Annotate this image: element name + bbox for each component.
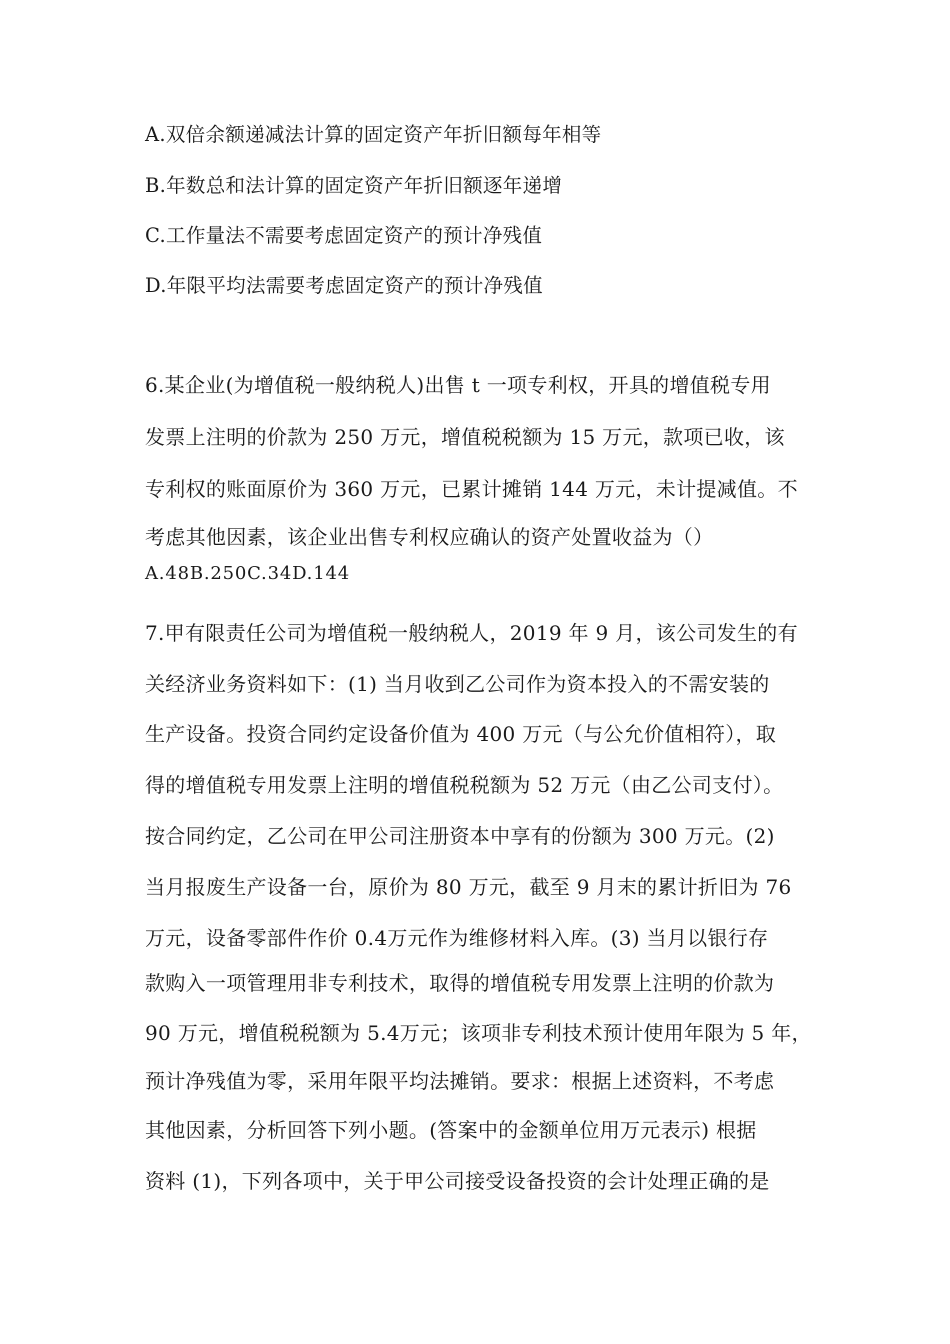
q7-line-3: 生产设备。投资合同约定设备价值为 400 万元（与公允价值相符），取 <box>145 722 777 746</box>
q5-option-a: A.双倍余额递减法计算的固定资产年折旧额每年相等 <box>145 123 602 146</box>
q7-line-12: 资料 (1)，下列各项中，关于甲公司接受设备投资的会计处理正确的是 <box>145 1169 770 1193</box>
q5-option-d: D.年限平均法需要考虑固定资产的预计净残值 <box>145 274 543 297</box>
q6-line-2: 发票上注明的价款为 250 万元，增值税税额为 15 万元，款项已收，该 <box>145 425 785 449</box>
q7-line-8: 款购入一项管理用非专利技术，取得的增值税专用发票上注明的价款为 <box>145 971 775 995</box>
q7-line-5: 按合同约定，乙公司在甲公司注册资本中享有的份额为 300 万元。(2) <box>145 824 775 848</box>
q6-line-4: 考虑其他因素，该企业出售专利权应确认的资产处置收益为（） <box>145 525 714 549</box>
q7-line-1: 7.甲有限责任公司为增值税一般纳税人，2019 年 9 月，该公司发生的有 <box>145 621 798 645</box>
q7-line-7: 万元，设备零部件作价 0.4万元作为维修材料入库。(3) 当月以银行存 <box>145 926 769 950</box>
q7-line-6: 当月报废生产设备一台，原价为 80 万元，截至 9 月末的累计折旧为 76 <box>145 875 792 899</box>
q6-line-3: 专利权的账面原价为 360 万元，已累计摊销 144 万元，未计提减值。不 <box>145 477 798 501</box>
q7-line-2: 关经济业务资料如下：(1) 当月收到乙公司作为资本投入的不需安装的 <box>145 672 770 696</box>
q7-line-10: 预计净残值为零，采用年限平均法摊销。要求：根据上述资料，不考虑 <box>145 1069 775 1093</box>
q6-line-1: 6.某企业(为增值税一般纳税人)出售 t 一项专利权，开具的增值税专用 <box>145 373 771 397</box>
q6-options: A.48B.250C.34D.144 <box>145 563 350 584</box>
q7-line-4: 得的增值税专用发票上注明的增值税税额为 52 万元（由乙公司支付）。 <box>145 773 784 797</box>
q7-line-9: 90 万元，增值税税额为 5.4万元；该项非专利技术预计使用年限为 5 年， <box>145 1021 812 1045</box>
q5-option-c: C.工作量法不需要考虑固定资产的预计净残值 <box>145 224 543 247</box>
q5-option-b: B.年数总和法计算的固定资产年折旧额逐年递增 <box>145 174 563 197</box>
q7-line-11: 其他因素，分析回答下列小题。(答案中的金额单位用万元表示) 根据 <box>145 1118 757 1142</box>
